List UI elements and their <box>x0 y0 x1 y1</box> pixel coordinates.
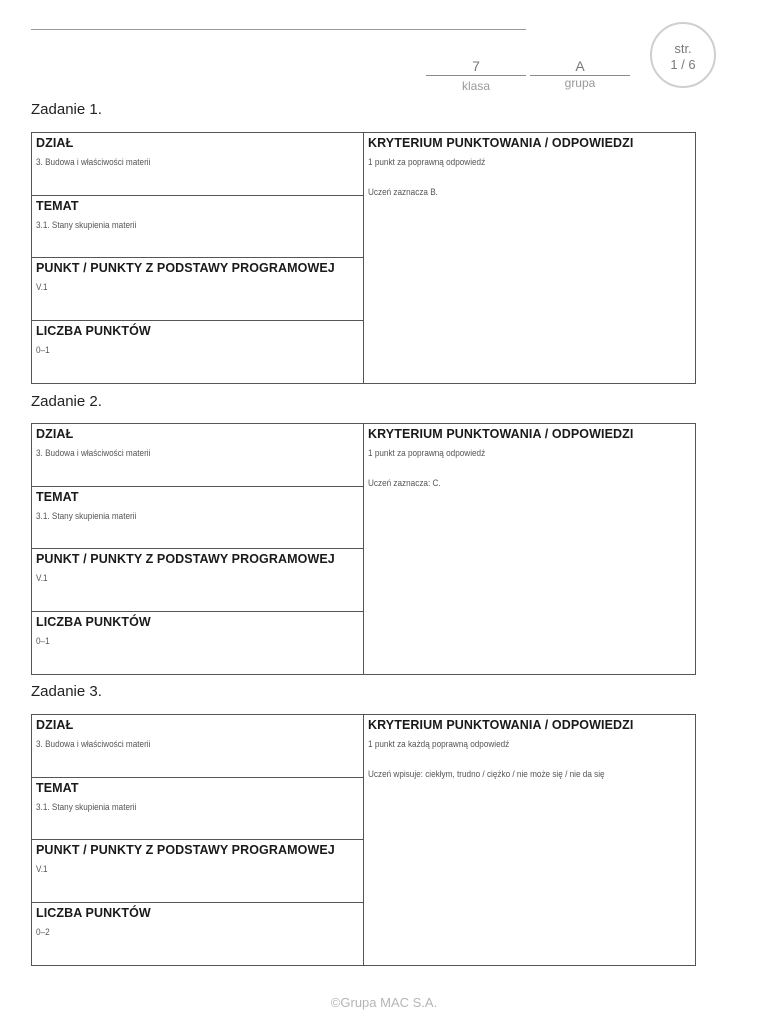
liczba-value: 0–1 <box>36 635 50 647</box>
liczba-cell <box>32 903 363 966</box>
punkt-value: V.1 <box>36 573 48 584</box>
page-label: str. <box>674 41 692 56</box>
criteria-header: KRYTERIUM PUNKTOWANIA / ODPOWIEDZI <box>368 718 634 732</box>
criteria-header: KRYTERIUM PUNKTOWANIA / ODPOWIEDZI <box>368 427 634 441</box>
criteria-scoring: 1 punkt za poprawną odpowiedź <box>368 157 486 168</box>
klasa-field <box>426 58 526 93</box>
liczba-cell <box>32 612 363 675</box>
punkt-value: V.1 <box>36 282 48 293</box>
page-number: 1 / 6 <box>670 57 696 72</box>
dzial-header: DZIAŁ <box>36 427 74 441</box>
task-table <box>31 132 696 384</box>
dzial-header: DZIAŁ <box>36 718 74 732</box>
liczba-header: LICZBA PUNKTÓW <box>36 323 151 338</box>
temat-value: 3.1. Stany skupienia materii <box>36 219 137 231</box>
criteria-column <box>364 133 695 383</box>
temat-header: TEMAT <box>36 489 79 504</box>
dzial-cell <box>32 715 363 778</box>
criteria-column <box>364 715 695 965</box>
dzial-header: DZIAŁ <box>36 136 74 150</box>
liczba-cell <box>32 321 363 384</box>
criteria-answer: Uczeń zaznacza: C. <box>368 478 441 489</box>
criteria-scoring: 1 punkt za każdą poprawną odpowiedź <box>368 739 510 750</box>
criteria-header: KRYTERIUM PUNKTOWANIA / ODPOWIEDZI <box>368 136 634 150</box>
punkt-header: PUNKT / PUNKTY Z PODSTAWY PROGRAMOWEJ <box>36 552 335 566</box>
temat-value: 3.1. Stany skupienia materii <box>36 801 137 813</box>
klasa-underline <box>426 75 526 76</box>
task-table <box>31 423 696 675</box>
task-info-column <box>32 424 364 674</box>
task-title: Zadanie 2. <box>31 393 102 410</box>
copyright-footer: ©Grupa MAC S.A. <box>330 995 438 1010</box>
dzial-value: 3. Budowa i właściwości materii <box>36 157 151 168</box>
dzial-cell <box>32 133 363 196</box>
liczba-value: 0–2 <box>36 926 50 938</box>
criteria-scoring: 1 punkt za poprawną odpowiedź <box>368 448 486 459</box>
name-line <box>31 29 526 30</box>
klasa-label: klasa <box>461 79 490 93</box>
temat-cell <box>32 487 363 550</box>
dzial-value: 3. Budowa i właściwości materii <box>36 739 151 750</box>
liczba-header: LICZBA PUNKTÓW <box>36 905 151 920</box>
grupa-value: A <box>575 58 585 74</box>
task-title: Zadanie 1. <box>31 101 102 118</box>
punkt-value: V.1 <box>36 864 48 875</box>
punkt-header: PUNKT / PUNKTY Z PODSTAWY PROGRAMOWEJ <box>36 843 335 857</box>
task-title: Zadanie 3. <box>31 683 102 700</box>
criteria-column <box>364 424 695 674</box>
task-table <box>31 714 696 966</box>
temat-header: TEMAT <box>36 198 79 213</box>
liczba-value: 0–1 <box>36 344 50 356</box>
liczba-header: LICZBA PUNKTÓW <box>36 614 151 629</box>
grupa-field <box>530 58 630 90</box>
temat-header: TEMAT <box>36 780 79 795</box>
temat-cell <box>32 778 363 841</box>
task-info-column <box>32 133 364 383</box>
criteria-answer: Uczeń zaznacza B. <box>368 187 438 198</box>
criteria-answer: Uczeń wpisuje: ciekłym, trudno / ciężko / nie może się / nie da się <box>368 769 605 780</box>
punkt-cell <box>32 549 363 612</box>
dzial-value: 3. Budowa i właściwości materii <box>36 448 151 459</box>
punkt-header: PUNKT / PUNKTY Z PODSTAWY PROGRAMOWEJ <box>36 261 335 275</box>
punkt-cell <box>32 258 363 321</box>
dzial-cell <box>32 424 363 487</box>
page-badge <box>650 22 716 88</box>
grupa-label: grupa <box>564 76 596 90</box>
temat-value: 3.1. Stany skupienia materii <box>36 510 137 522</box>
klasa-value: 7 <box>472 58 480 74</box>
punkt-cell <box>32 840 363 903</box>
temat-cell <box>32 196 363 259</box>
task-info-column <box>32 715 364 965</box>
